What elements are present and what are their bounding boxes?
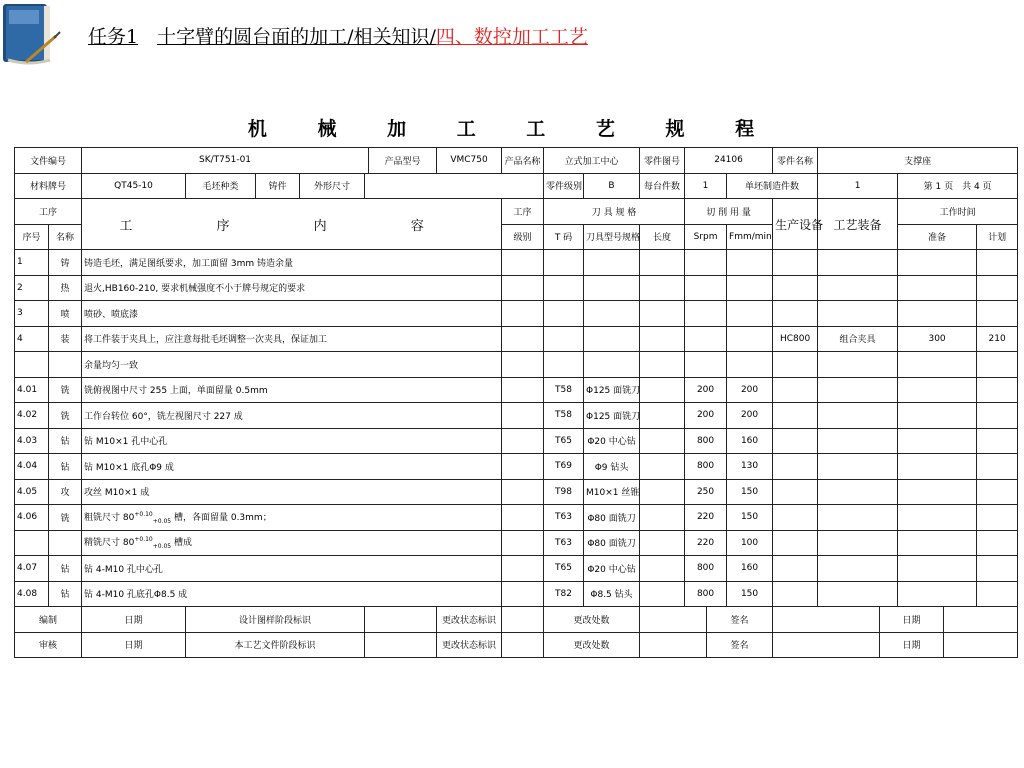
cell-plan: 210 xyxy=(977,326,1018,352)
cell-prep xyxy=(898,556,977,582)
cell-name: 铣 xyxy=(49,505,82,531)
cell-t: T98 xyxy=(544,479,584,505)
cell-seq: 4.04 xyxy=(15,454,49,480)
cell-content: 退火,HB160-210, 要求机械强度不小于牌号规定的要求 xyxy=(82,275,502,301)
cell-fx: 组合夹具 xyxy=(818,326,898,352)
cell-prep xyxy=(898,377,977,403)
cell-name: 铣 xyxy=(49,403,82,429)
cell-prep xyxy=(898,250,977,276)
cell-name: 钻 xyxy=(49,428,82,454)
cell-seq: 4.02 xyxy=(15,403,49,429)
cell-f: 130 xyxy=(727,454,773,480)
cell-name: 热 xyxy=(49,275,82,301)
cell-len xyxy=(640,326,685,352)
cell-len xyxy=(640,530,685,556)
cell-f: 100 xyxy=(727,530,773,556)
cell-name xyxy=(49,352,82,378)
cell-s: 800 xyxy=(685,581,727,607)
cell-level xyxy=(502,352,544,378)
cell-fx xyxy=(818,250,898,276)
cell-content: 工作台转位 60°，铣左视图尺寸 227 成 xyxy=(82,403,502,429)
cell-f: 150 xyxy=(727,479,773,505)
cell-level xyxy=(502,505,544,531)
cell-plan xyxy=(977,301,1018,327)
cell-name xyxy=(49,530,82,556)
cell-tool: Φ80 面铣刀 xyxy=(584,505,640,531)
cell-s: 200 xyxy=(685,403,727,429)
cell-len xyxy=(640,454,685,480)
cell-prep xyxy=(898,581,977,607)
cell-name: 钻 xyxy=(49,581,82,607)
cell-prep xyxy=(898,301,977,327)
cell-level xyxy=(502,377,544,403)
cell-level xyxy=(502,556,544,582)
cell-level xyxy=(502,479,544,505)
cell-len xyxy=(640,479,685,505)
cell-f xyxy=(727,250,773,276)
cell-prep xyxy=(898,479,977,505)
cell-plan xyxy=(977,352,1018,378)
cell-tool xyxy=(584,275,640,301)
cell-t xyxy=(544,326,584,352)
table-row xyxy=(15,505,1018,531)
cell-s: 220 xyxy=(685,530,727,556)
cell-t: T69 xyxy=(544,454,584,480)
cell-t xyxy=(544,301,584,327)
cell-plan xyxy=(977,556,1018,582)
cell-fx xyxy=(818,428,898,454)
footer-row-1: 编制 日期 设计图样阶段标识 更改状态标识 更改处数 签名 日期 xyxy=(15,607,1018,633)
cell-content: 钻 4-M10 孔底孔Φ8.5 成 xyxy=(82,581,502,607)
cell-t: T63 xyxy=(544,505,584,531)
cell-content: 钻 4-M10 孔中心孔 xyxy=(82,556,502,582)
cell-level xyxy=(502,530,544,556)
table-row xyxy=(15,377,1018,403)
cell-name: 钻 xyxy=(49,556,82,582)
cell-seq: 3 xyxy=(15,301,49,327)
cell-len xyxy=(640,556,685,582)
cell-seq: 4.03 xyxy=(15,428,49,454)
cell-t xyxy=(544,250,584,276)
header-row-2: 序号 名称 级别 T 码 刀具型号规格 长度 Srpm Fmm/min 准备 计划 xyxy=(15,224,1018,250)
cell-s: 220 xyxy=(685,505,727,531)
book-icon xyxy=(0,0,64,68)
page-header xyxy=(88,22,588,49)
cell-tool: Φ9 钻头 xyxy=(584,454,640,480)
cell-name: 铸 xyxy=(49,250,82,276)
cell-eq xyxy=(773,250,818,276)
cell-eq: HC800 xyxy=(773,326,818,352)
cell-t: T65 xyxy=(544,428,584,454)
table-row xyxy=(15,530,1018,556)
cell-prep xyxy=(898,352,977,378)
cell-eq xyxy=(773,454,818,480)
cell-eq xyxy=(773,479,818,505)
cell-len xyxy=(640,275,685,301)
cell-name: 喷 xyxy=(49,301,82,327)
cell-prep: 300 xyxy=(898,326,977,352)
cell-plan xyxy=(977,454,1018,480)
cell-seq: 4.01 xyxy=(15,377,49,403)
cell-eq xyxy=(773,530,818,556)
cell-fx xyxy=(818,479,898,505)
cell-plan xyxy=(977,479,1018,505)
cell-tool: M10×1 丝锥 xyxy=(584,479,640,505)
cell-f: 200 xyxy=(727,377,773,403)
cell-fx xyxy=(818,377,898,403)
cell-seq: 4.07 xyxy=(15,556,49,582)
cell-t: T58 xyxy=(544,377,584,403)
table-row xyxy=(15,275,1018,301)
cell-fx xyxy=(818,454,898,480)
cell-f xyxy=(727,326,773,352)
cell-eq xyxy=(773,352,818,378)
cell-name: 铣 xyxy=(49,377,82,403)
cell-level xyxy=(502,275,544,301)
cell-tool: Φ125 面铣刀 xyxy=(584,377,640,403)
cell-name: 攻 xyxy=(49,479,82,505)
cell-fx xyxy=(818,556,898,582)
cell-plan xyxy=(977,581,1018,607)
cell-name: 钻 xyxy=(49,454,82,480)
cell-plan xyxy=(977,530,1018,556)
cell-f: 160 xyxy=(727,556,773,582)
cell-prep xyxy=(898,428,977,454)
cell-plan xyxy=(977,250,1018,276)
cell-s xyxy=(685,326,727,352)
cell-content: 粗铣尺寸 $80^{+0.10}_{+0.05}$ 槽，各面留量 0.3mm； xyxy=(82,505,502,531)
cell-level xyxy=(502,403,544,429)
cell-fx xyxy=(818,403,898,429)
cell-content: 铸造毛坯，满足图纸要求，加工面留 3mm 铸造余量 xyxy=(82,250,502,276)
cell-s: 800 xyxy=(685,454,727,480)
cell-s xyxy=(685,352,727,378)
table-row xyxy=(15,581,1018,607)
cell-tool xyxy=(584,250,640,276)
header-row-1: 工序 工 序 内 容 工序 刀 具 规 格 切 削 用 量 生产设备 工艺装备 工作时间 xyxy=(15,199,1018,225)
cell-content: 铣俯视图中尺寸 255 上面，单面留量 0.5mm xyxy=(82,377,502,403)
cell-content: 钻 M10×1 孔中心孔 xyxy=(82,428,502,454)
header-path: 十字臂的圆台面的加工/相关知识/ xyxy=(157,26,436,48)
cell-s: 800 xyxy=(685,556,727,582)
cell-t xyxy=(544,275,584,301)
cell-content: 余量均匀一致 xyxy=(82,352,502,378)
cell-seq: 4 xyxy=(15,326,49,352)
cell-level xyxy=(502,326,544,352)
cell-f xyxy=(727,352,773,378)
cell-len xyxy=(640,581,685,607)
cell-len xyxy=(640,403,685,429)
cell-t xyxy=(544,352,584,378)
cell-prep xyxy=(898,505,977,531)
table-row xyxy=(15,326,1018,352)
cell-plan xyxy=(977,275,1018,301)
table-row xyxy=(15,301,1018,327)
cell-level xyxy=(502,454,544,480)
cell-fx xyxy=(818,530,898,556)
cell-plan xyxy=(977,505,1018,531)
cell-level xyxy=(502,250,544,276)
table-row xyxy=(15,556,1018,582)
cell-level xyxy=(502,301,544,327)
cell-len xyxy=(640,428,685,454)
table-row xyxy=(15,352,1018,378)
footer-row-2: 审核 日期 本工艺文件阶段标识 更改状态标识 更改处数 签名 日期 xyxy=(15,632,1018,658)
cell-level xyxy=(502,428,544,454)
cell-fx xyxy=(818,505,898,531)
cell-tool: Φ20 中心钻 xyxy=(584,428,640,454)
cell-t: T65 xyxy=(544,556,584,582)
cell-content: 钻 M10×1 底孔Φ9 成 xyxy=(82,454,502,480)
cell-s xyxy=(685,301,727,327)
cell-fx xyxy=(818,301,898,327)
cell-tool xyxy=(584,301,640,327)
cell-tool: Φ125 面铣刀 xyxy=(584,403,640,429)
cell-len xyxy=(640,352,685,378)
cell-tool xyxy=(584,326,640,352)
cell-seq: 4.06 xyxy=(15,505,49,531)
cell-eq xyxy=(773,556,818,582)
process-table xyxy=(14,147,1018,658)
cell-s: 800 xyxy=(685,428,727,454)
cell-len xyxy=(640,250,685,276)
cell-len xyxy=(640,301,685,327)
cell-eq xyxy=(773,403,818,429)
cell-prep xyxy=(898,530,977,556)
cell-eq xyxy=(773,428,818,454)
cell-fx xyxy=(818,352,898,378)
cell-tool: Φ8.5 钻头 xyxy=(584,581,640,607)
cell-plan xyxy=(977,377,1018,403)
cell-f: 150 xyxy=(727,581,773,607)
cell-t: T82 xyxy=(544,581,584,607)
cell-s xyxy=(685,250,727,276)
cell-f xyxy=(727,301,773,327)
info-row-2: 材料牌号 QT45-10 毛坯种类 铸件 外形尺寸 零件级别 B 每台件数 1 单坯制造件数 1 第 1 页 共 4 页 xyxy=(15,173,1018,199)
cell-f: 200 xyxy=(727,403,773,429)
document-title: 机 械 加 工 工 艺 规 程 xyxy=(247,118,777,140)
header-task: 任务1 xyxy=(88,26,139,48)
info-row-1: 文件编号 SK/T751-01 产品型号 VMC750 产品名称 立式加工中心 零件图号 24106 零件名称 支撑座 xyxy=(15,148,1018,174)
table-row xyxy=(15,403,1018,429)
cell-eq xyxy=(773,581,818,607)
cell-s: 250 xyxy=(685,479,727,505)
table-row xyxy=(15,454,1018,480)
cell-prep xyxy=(898,454,977,480)
cell-eq xyxy=(773,505,818,531)
table-row xyxy=(15,479,1018,505)
cell-f xyxy=(727,275,773,301)
cell-fx xyxy=(818,275,898,301)
cell-f: 160 xyxy=(727,428,773,454)
cell-prep xyxy=(898,275,977,301)
cell-content: 精铣尺寸 $80^{+0.10}_{+0.05}$ 槽成 xyxy=(82,530,502,556)
cell-len xyxy=(640,505,685,531)
header-current[interactable]: 四、数控加工工艺 xyxy=(435,26,588,48)
cell-s: 200 xyxy=(685,377,727,403)
cell-prep xyxy=(898,403,977,429)
cell-eq xyxy=(773,301,818,327)
cell-level xyxy=(502,581,544,607)
cell-seq: 2 xyxy=(15,275,49,301)
cell-s xyxy=(685,275,727,301)
cell-seq: 4.08 xyxy=(15,581,49,607)
cell-plan xyxy=(977,428,1018,454)
cell-tool: Φ80 面铣刀 xyxy=(584,530,640,556)
cell-len xyxy=(640,377,685,403)
cell-t: T58 xyxy=(544,403,584,429)
table-row xyxy=(15,428,1018,454)
cell-plan xyxy=(977,403,1018,429)
cell-tool xyxy=(584,352,640,378)
cell-content: 攻丝 M10×1 成 xyxy=(82,479,502,505)
cell-t: T63 xyxy=(544,530,584,556)
cell-f: 150 xyxy=(727,505,773,531)
cell-seq: 4.05 xyxy=(15,479,49,505)
cell-tool: Φ20 中心钻 xyxy=(584,556,640,582)
cell-eq xyxy=(773,275,818,301)
cell-fx xyxy=(818,581,898,607)
cell-seq xyxy=(15,352,49,378)
cell-name: 装 xyxy=(49,326,82,352)
cell-seq: 1 xyxy=(15,250,49,276)
cell-seq xyxy=(15,530,49,556)
cell-content: 将工件装于夹具上，应注意每批毛坯调整一次夹具，保证加工 xyxy=(82,326,502,352)
table-row xyxy=(15,250,1018,276)
cell-content: 喷砂、喷底漆 xyxy=(82,301,502,327)
cell-eq xyxy=(773,377,818,403)
